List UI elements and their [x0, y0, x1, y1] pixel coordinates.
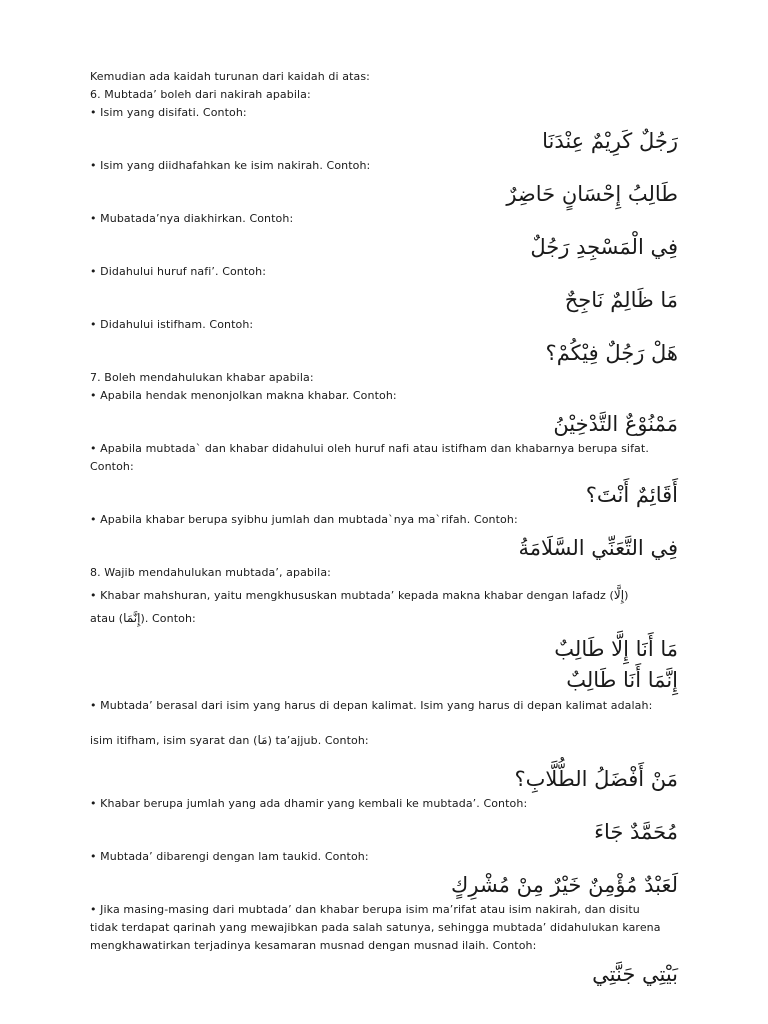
s8-arabic-example-4: لَعَبْدٌ مُؤْمِنٌ خَيْرٌ مِنْ مُشْرِكٍ — [451, 873, 678, 897]
s7-arabic-example-1: مَمْنُوْعٌ التَّدْخِيْنُ — [553, 412, 678, 436]
s7-arabic-example-2: أَقَائِمٌ أَنْتَ؟ — [585, 483, 678, 507]
s6-bullet-5: • Didahului istifham. Contoh: — [90, 318, 254, 331]
s8-bullet-1-arabic: إِلَّا — [613, 588, 625, 602]
s6-arabic-example-1: رَجُلٌ كَرِيْمٌ عِنْدَنَا — [542, 129, 678, 153]
s8-arabic-example-1: مَا أَنَا إِلَّا طَالِبٌ — [554, 637, 678, 661]
s8-arabic-example-5: بَيْتِي جَنَّتِي — [592, 962, 678, 986]
s6-arabic-example-2: طَالِبُ إِحْسَانٍ حَاضِرٌ — [506, 182, 678, 206]
section-7-title: 7. Boleh mendahulukan khabar apabila: — [90, 371, 314, 384]
s7-bullet-3: • Apabila khabar berupa syibhu jumlah dan mubtada`nya ma`rifah. Contoh: — [90, 513, 518, 526]
s8-bullet-1-cont-pre: atau ( — [90, 612, 124, 625]
s8-bullet-1-cont-post: ). Contoh: — [140, 612, 196, 625]
s7-bullet-1: • Apabila hendak menonjolkan makna khabar. Contoh: — [90, 389, 397, 402]
s7-bullet-2-cont: Contoh: — [90, 460, 134, 473]
s6-bullet-4: • Didahului huruf nafi’. Contoh: — [90, 265, 266, 278]
s6-bullet-3: • Mubatada’nya diakhirkan. Contoh: — [90, 212, 294, 225]
s8-bullet-1-cont — [90, 609, 678, 628]
section-6-title: 6. Mubtada’ boleh dari nakirah apabila: — [90, 88, 311, 101]
s8-bullet-2-cont-arabic: مَا — [257, 733, 268, 747]
s8-bullet-2: • Mubtada’ berasal dari isim yang harus di depan kalimat. Isim yang harus di depan kalimat adalah: — [90, 699, 653, 712]
s8-bullet-1-close: ) — [624, 589, 629, 602]
s6-arabic-example-4: مَا ظَالِمٌ نَاجِحٌ — [564, 288, 678, 312]
s6-bullet-1: • Isim yang disifati. Contoh: — [90, 106, 247, 119]
s8-bullet-1-cont-arabic: إِنَّمَا — [123, 611, 141, 625]
s7-bullet-2: • Apabila mubtada` dan khabar didahului oleh huruf nafi atau istifham dan khabarnya berupa sifat. — [90, 442, 649, 455]
s6-bullet-2: • Isim yang diidhafahkan ke isim nakirah. Contoh: — [90, 159, 371, 172]
document-body — [90, 62, 678, 990]
s8-bullet-3: • Khabar berupa jumlah yang ada dhamir yang kembali ke mubtada’. Contoh: — [90, 797, 528, 810]
s8-bullet-5-line-2: tidak terdapat qarinah yang mewajibkan pada salah satunya, sehingga mubtada’ didahulukan karena — [90, 921, 661, 934]
section-8-title: 8. Wajib mendahulukan mubtada’, apabila: — [90, 566, 331, 579]
s8-arabic-example-3: مُحَمَّدٌ جَاءَ — [594, 820, 678, 844]
s8-bullet-1-text: • Khabar mahshuran, yaitu mengkhususkan mubtada’ kepada makna khabar dengan lafadz ( — [90, 589, 614, 602]
s8-bullet-4: • Mubtada’ dibarengi dengan lam taukid. Contoh: — [90, 850, 369, 863]
s8-bullet-5-line-3: mengkhawatirkan terjadinya kesamaran musnad dengan musnad ilaih. Contoh: — [90, 939, 537, 952]
s6-arabic-example-5: هَلْ رَجُلٌ فِيْكُمْ؟ — [545, 341, 678, 365]
s8-arabic-example-1b: إِنَّمَا أَنَا طَالِبٌ — [566, 668, 678, 692]
s6-arabic-example-3: فِي الْمَسْجِدِ رَجُلٌ — [530, 235, 678, 259]
s8-bullet-2-cont-post: ) ta’ajjub. Contoh: — [267, 734, 369, 747]
s7-arabic-example-3: فِي التَّعَنِّي السَّلَامَةُ — [518, 536, 678, 560]
intro-text: Kemudian ada kaidah turunan dari kaidah di atas: — [90, 70, 370, 83]
s8-bullet-5-line-1: • Jika masing-masing dari mubtada’ dan khabar berupa isim ma’rifat atau isim nakirah, dan disitu — [90, 903, 640, 916]
s8-bullet-2-cont-pre: isim itifham, isim syarat dan ( — [90, 734, 258, 747]
s8-bullet-2-cont — [90, 731, 678, 750]
s8-bullet-1 — [90, 586, 678, 605]
s8-arabic-example-2: مَنْ أَفْضَلُ الطُّلَّابِ؟ — [514, 767, 678, 791]
